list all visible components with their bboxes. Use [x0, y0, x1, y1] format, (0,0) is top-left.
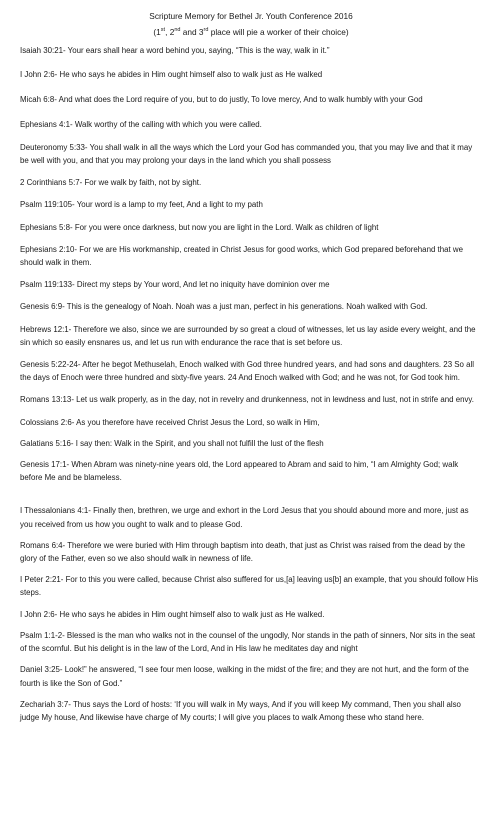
scripture-entry [20, 118, 482, 131]
scripture-reference: Psalm 119:133- [20, 280, 75, 290]
scripture-text: After he begot Methuselah, Enoch walked with God three hundred years, and had sons and daughters. 23 So all the days of Enoch were three hundred and sixty-five years. 24 And Enoch walked with God; and he was not, for God took him. [20, 360, 475, 383]
subtitle-sup-second: nd [174, 27, 181, 34]
scripture-entry [20, 278, 482, 291]
scripture-reference: Psalm 1:1-2- [20, 630, 65, 640]
scripture-entry [20, 437, 482, 450]
scripture-entry [20, 243, 482, 269]
scripture-text: Your word is a lamp to my feet, And a light to my path [74, 200, 263, 210]
scripture-reference: I Thessalonians 4:1- [20, 506, 91, 516]
scripture-text: Look!” he answered, “I see four men loose, walking in the midst of the fire; and they are not hurt, and the form of the fourth is like the Son of God.” [20, 665, 469, 688]
scripture-entry [20, 198, 482, 211]
scripture-entry [20, 458, 482, 484]
scripture-reference: Ephesians 5:8- [20, 222, 73, 232]
scripture-reference: I John 2:6- [20, 70, 58, 80]
scripture-text: This is the genealogy of Noah. Noah was a just man, perfect in his generations. Noah walked with God. [64, 302, 428, 312]
scripture-text: You shall walk in all the ways which the Lord your God has commanded you, that you may live and that it may be well with you, and that you may prolong your days in the land which you shall possess [20, 142, 473, 166]
scripture-reference: Romans 6:4- [20, 540, 66, 550]
scripture-entry [20, 221, 482, 234]
scripture-entry [20, 416, 482, 429]
subtitle-open: (1 [153, 27, 161, 37]
scripture-entry [20, 393, 482, 406]
scripture-text: Blessed is the man who walks not in the counsel of the ungodly, Nor stands in the path of sinners, Nor sits in the seat of the scornful. But his delight is in the law of the Lord, And in His law he meditates day and night [20, 630, 476, 654]
scripture-entry [20, 141, 482, 167]
scripture-reference: Deuteronomy 5:33- [20, 142, 88, 152]
subtitle-sup-first: st [160, 27, 166, 34]
scripture-reference: Ephesians 2:10- [20, 244, 78, 254]
scripture-reference: I John 2:6- [20, 609, 58, 619]
subtitle-mid-second: , 2 [165, 27, 175, 37]
scripture-entry [20, 323, 482, 349]
scripture-reference: Genesis 5:22-24- [20, 360, 81, 370]
scripture-text: He who says he abides in Him ought himself also to walk just as He walked. [57, 609, 325, 619]
scripture-text: Let us walk properly, as in the day, not in revelry and drunkenness, not in lewdness and lust, not in strife and envy. [73, 395, 474, 405]
scripture-text: For to this you were called, because Christ also suffered for us,[a] leaving us[b] an example, that you should follow His steps. [20, 575, 479, 598]
scripture-reference: Isaiah 30:21- [20, 46, 66, 55]
scripture-text: He who says he abides in Him ought himself also to walk just as He walked [57, 70, 323, 80]
scripture-entry [20, 698, 482, 724]
scripture-text: Your ears shall hear a word behind you, saying, “This is the way, walk in it.” [65, 46, 330, 55]
scripture-entry [20, 608, 482, 621]
scripture-entry [20, 504, 482, 530]
scripture-entry [20, 663, 482, 689]
scripture-text: Therefore we were buried with Him through baptism into death, that just as Christ was raised from the dead by the glory of the Father, even so we also should walk in newness of life. [20, 540, 466, 564]
subtitle-mid-third: and 3 [180, 27, 204, 37]
scripture-reference: Hebrews 12:1- [20, 324, 72, 334]
scripture-text: When Abram was ninety-nine years old, the Lord appeared to Abram and said to him, “I am Almighty God; walk before Me and be blameless. [20, 460, 459, 483]
subtitle-sup-third: rd [203, 27, 209, 34]
scripture-entry [20, 68, 482, 81]
scripture-text: For we walk by faith, not by sight. [82, 178, 202, 188]
scripture-entry [20, 300, 482, 313]
scripture-reference: Romans 13:13- [20, 395, 74, 405]
scripture-entry [20, 573, 482, 599]
scripture-text: And what does the Lord require of you, but to do justly, To love mercy, And to walk humbly with your God [56, 95, 423, 105]
scripture-text: For we are His workmanship, created in Christ Jesus for good works, which God prepared beforehand that we should walk in them. [20, 244, 463, 268]
scripture-text: I say then: Walk in the Spirit, and you shall not fulfill the lust of the flesh [73, 438, 324, 448]
scripture-text: Walk worthy of the calling with which you were called. [72, 119, 262, 129]
scripture-entry [20, 93, 482, 106]
scripture-entry [20, 44, 482, 57]
document-subtitle [20, 27, 482, 37]
scripture-reference: Colossians 2:6- [20, 417, 75, 427]
scripture-text: Thus says the Lord of hosts: ‘If you will walk in My ways, And if you will keep My command, Then you shall also judge My house, And likewise have charge of My courts; I will give you places to walk Among these who stand here. [20, 699, 461, 722]
document-title: Scripture Memory for Bethel Jr. Youth Conference 2016 [149, 11, 353, 21]
scripture-entry [20, 539, 482, 565]
subtitle-close: place will pie a worker of their choice) [208, 27, 349, 37]
scripture-reference: Zechariah 3:7- [20, 699, 71, 709]
scripture-entry [20, 629, 482, 655]
scripture-reference: Genesis 17:1- [20, 460, 70, 470]
scripture-reference: Genesis 6:9- [20, 302, 65, 312]
scripture-reference: Psalm 119:105- [20, 200, 75, 210]
scripture-text: As you therefore have received Christ Jesus the Lord, so walk in Him, [74, 417, 320, 427]
scripture-entry [20, 176, 482, 189]
scripture-text: Direct my steps by Your word, And let no iniquity have dominion over me [74, 280, 330, 290]
scripture-reference: Galatians 5:16- [20, 438, 74, 448]
scripture-text: Therefore we also, since we are surrounded by so great a cloud of witnesses, let us lay aside every weight, and the sin which so easily ensnares us, and let us run with endurance the race that is set before us. [20, 324, 476, 347]
scripture-reference: Daniel 3:25- [20, 665, 63, 675]
scripture-text: For you were once darkness, but now you are light in the Lord. Walk as children of light [72, 222, 379, 232]
scripture-reference: Micah 6:8- [20, 95, 57, 105]
scripture-reference: Ephesians 4:1- [20, 119, 73, 129]
scripture-text: Finally then, brethren, we urge and exhort in the Lord Jesus that you should abound more and more, just as you received from us how you ought to walk and to please God. [20, 506, 469, 529]
scripture-reference: 2 Corinthians 5:7- [20, 178, 83, 188]
scripture-entry [20, 358, 482, 384]
scripture-reference: I Peter 2:21- [20, 575, 64, 585]
